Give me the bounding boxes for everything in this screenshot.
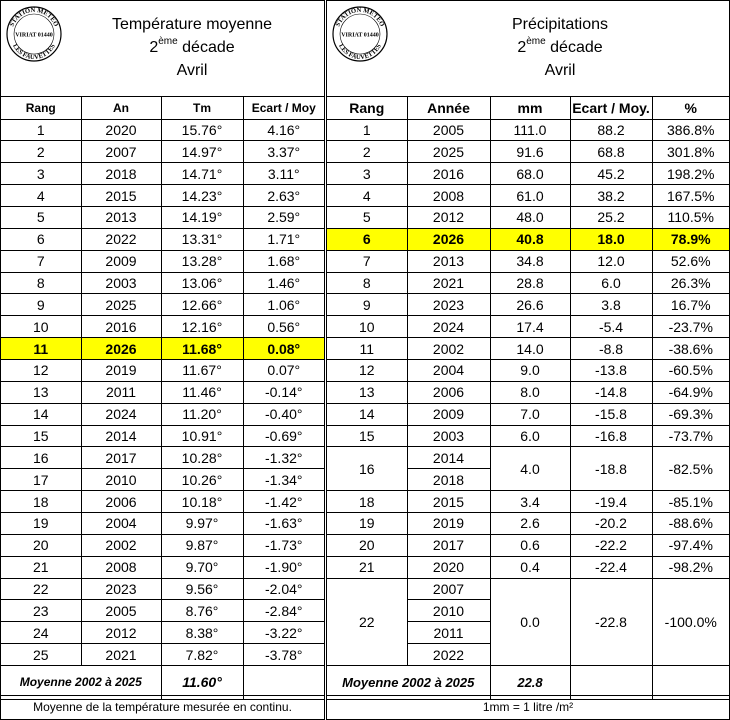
cell-pct: -88.6%	[652, 512, 729, 534]
cell-rang: 14	[1, 403, 81, 425]
cell-tm: 14.19°	[161, 206, 243, 228]
temperature-table-header	[1, 97, 324, 119]
cell-rang: 15	[1, 425, 81, 447]
cell-rang: 6	[327, 228, 407, 250]
svg-text:STATION METEO: STATION METEO	[8, 6, 60, 28]
cell-mm: 61.0	[490, 185, 570, 207]
cell-rang: 5	[327, 206, 407, 228]
cell-ecart: -3.78°	[243, 644, 324, 666]
cell-ecart: -1.73°	[243, 534, 324, 556]
cell-ecart: -19.4	[570, 491, 652, 513]
cell-pct: 110.5%	[652, 206, 729, 228]
average-label: Moyenne 2002 à 2025	[327, 665, 490, 699]
cell-tm: 10.26°	[161, 469, 243, 491]
table-row	[327, 534, 729, 556]
cell-tm: 11.20°	[161, 403, 243, 425]
table-row	[327, 403, 729, 425]
cell-year: 2006	[81, 491, 161, 513]
table-row	[327, 381, 729, 403]
cell-mm: 111.0	[490, 119, 570, 141]
cell-ecart: -2.04°	[243, 578, 324, 600]
cell-ecart: -13.8	[570, 359, 652, 381]
cell-rang: 20	[1, 534, 81, 556]
cell-ecart: 38.2	[570, 185, 652, 207]
cell-tm: 10.28°	[161, 447, 243, 469]
cell-tm: 10.18°	[161, 491, 243, 513]
cell-year: 2023	[81, 578, 161, 600]
cell-ecart: -2.84°	[243, 600, 324, 622]
cell-year: 2016	[407, 163, 490, 185]
table-row	[1, 119, 324, 141]
cell-year: 2020	[407, 556, 490, 578]
precipitation-header	[327, 1, 729, 97]
table-row	[1, 206, 324, 228]
precipitation-table	[327, 97, 729, 700]
cell-mm: 0.4	[490, 556, 570, 578]
temperature-panel	[0, 0, 325, 720]
table-row	[1, 556, 324, 578]
cell-year: 2011	[407, 622, 490, 644]
cell-year: 2010	[81, 469, 161, 491]
cell-mm: 40.8	[490, 228, 570, 250]
cell-mm: 48.0	[490, 206, 570, 228]
col-header-pct: %	[652, 97, 729, 119]
cell-ecart: -0.40°	[243, 403, 324, 425]
cell-ecart: -20.2	[570, 512, 652, 534]
cell-mm: 26.6	[490, 294, 570, 316]
cell-ecart: -22.8	[570, 578, 652, 665]
cell-ecart: 1.68°	[243, 250, 324, 272]
table-row	[1, 644, 324, 666]
precipitation-month: Avril	[544, 62, 576, 79]
cell-ecart: 25.2	[570, 206, 652, 228]
cell-tm: 14.71°	[161, 163, 243, 185]
average-value: 22.8	[490, 665, 570, 699]
cell-year: 2009	[81, 250, 161, 272]
cell-year: 2007	[407, 578, 490, 600]
cell-ecart: -1.63°	[243, 512, 324, 534]
cell-rang: 16	[1, 447, 81, 469]
table-row	[327, 425, 729, 447]
cell-year: 2011	[81, 381, 161, 403]
cell-rang: 19	[1, 512, 81, 534]
temperature-header	[1, 1, 324, 97]
cell-ecart: -22.2	[570, 534, 652, 556]
cell-year: 2014	[407, 447, 490, 469]
cell-ecart: -22.4	[570, 556, 652, 578]
table-row	[327, 316, 729, 338]
cell-year: 2002	[81, 534, 161, 556]
cell-year: 2014	[81, 425, 161, 447]
temperature-table	[1, 97, 324, 700]
table-row	[1, 578, 324, 600]
cell-rang: 21	[1, 556, 81, 578]
cell-rang: 11	[1, 338, 81, 360]
cell-tm: 13.31°	[161, 228, 243, 250]
precipitation-table-header	[327, 97, 729, 119]
cell-year: 2021	[407, 272, 490, 294]
cell-ecart: -1.32°	[243, 447, 324, 469]
cell-year: 2016	[81, 316, 161, 338]
cell-mm: 68.0	[490, 163, 570, 185]
table-row	[1, 250, 324, 272]
cell-tm: 14.23°	[161, 185, 243, 207]
cell-ecart: 1.46°	[243, 272, 324, 294]
precipitation-title-block	[393, 13, 727, 82]
cell-pct: -38.6%	[652, 338, 729, 360]
table-row	[1, 359, 324, 381]
cell-year: 2009	[407, 403, 490, 425]
cell-rang: 12	[327, 359, 407, 381]
cell-ecart: -3.22°	[243, 622, 324, 644]
cell-year: 2024	[407, 316, 490, 338]
cell-pct: -73.7%	[652, 425, 729, 447]
table-row	[327, 228, 729, 250]
cell-rang: 4	[327, 185, 407, 207]
col-header-rang: Rang	[327, 97, 407, 119]
station-stamp-logo	[331, 5, 389, 63]
cell-rang: 17	[1, 469, 81, 491]
cell-pct: 16.7%	[652, 294, 729, 316]
cell-mm: 2.6	[490, 512, 570, 534]
cell-rang: 2	[1, 141, 81, 163]
cell-ecart: -5.4	[570, 316, 652, 338]
svg-text:VIRIAT 01440: VIRIAT 01440	[15, 32, 53, 39]
cell-ecart: -0.69°	[243, 425, 324, 447]
table-row	[1, 381, 324, 403]
cell-ecart: 88.2	[570, 119, 652, 141]
cell-rang: 4	[1, 185, 81, 207]
cell-year: 2024	[81, 403, 161, 425]
cell-rang: 8	[1, 272, 81, 294]
cell-pct: 386.8%	[652, 119, 729, 141]
precipitation-decade: 2ème décade	[517, 36, 603, 56]
cell-mm: 0.6	[490, 534, 570, 556]
cell-tm: 10.91°	[161, 425, 243, 447]
cell-year: 2010	[407, 600, 490, 622]
table-row	[327, 556, 729, 578]
cell-rang: 6	[1, 228, 81, 250]
table-row	[327, 272, 729, 294]
cell-year: 2003	[407, 425, 490, 447]
cell-ecart: -1.90°	[243, 556, 324, 578]
cell-pct: 78.9%	[652, 228, 729, 250]
cell-rang: 7	[1, 250, 81, 272]
cell-mm: 6.0	[490, 425, 570, 447]
cell-mm: 7.0	[490, 403, 570, 425]
cell-tm: 13.28°	[161, 250, 243, 272]
cell-year: 2004	[407, 359, 490, 381]
cell-year: 2018	[81, 163, 161, 185]
cell-rang: 3	[327, 163, 407, 185]
table-row	[327, 294, 729, 316]
cell-rang: 18	[1, 491, 81, 513]
svg-text:VIRIAT 01440: VIRIAT 01440	[341, 32, 379, 39]
cell-rang: 22	[327, 578, 407, 665]
cell-year: 2018	[407, 469, 490, 491]
cell-ecart: 2.63°	[243, 185, 324, 207]
table-row	[1, 425, 324, 447]
cell-rang: 24	[1, 622, 81, 644]
cell-year: 2003	[81, 272, 161, 294]
cell-year: 2025	[407, 141, 490, 163]
cell-ecart: -1.42°	[243, 491, 324, 513]
col-header-year: Année	[407, 97, 490, 119]
cell-pct: 301.8%	[652, 141, 729, 163]
cell-pct: 198.2%	[652, 163, 729, 185]
cell-ecart: 2.59°	[243, 206, 324, 228]
table-row	[327, 163, 729, 185]
svg-text:LES FAUVETTES: LES FAUVETTES	[337, 42, 383, 62]
cell-year: 2019	[407, 512, 490, 534]
cell-ecart: -14.8	[570, 381, 652, 403]
cell-ecart: 3.8	[570, 294, 652, 316]
cell-pct: -23.7%	[652, 316, 729, 338]
cell-rang: 20	[327, 534, 407, 556]
cell-mm: 91.6	[490, 141, 570, 163]
cell-year: 2002	[407, 338, 490, 360]
cell-pct: -85.1%	[652, 491, 729, 513]
cell-year: 2012	[407, 206, 490, 228]
cell-year: 2023	[407, 294, 490, 316]
cell-tm: 11.67°	[161, 359, 243, 381]
cell-rang: 25	[1, 644, 81, 666]
cell-mm: 8.0	[490, 381, 570, 403]
table-row	[1, 491, 324, 513]
cell-ecart: 45.2	[570, 163, 652, 185]
cell-tm: 9.70°	[161, 556, 243, 578]
cell-ecart: 18.0	[570, 228, 652, 250]
cell-pct: 167.5%	[652, 185, 729, 207]
cell-ecart: 3.37°	[243, 141, 324, 163]
cell-mm: 0.0	[490, 578, 570, 665]
table-row	[327, 359, 729, 381]
cell-ecart: -18.8	[570, 447, 652, 491]
table-row	[1, 316, 324, 338]
temperature-decade: 2ème décade	[149, 36, 235, 56]
table-row	[327, 250, 729, 272]
cell-rang: 15	[327, 425, 407, 447]
cell-ecart: 68.8	[570, 141, 652, 163]
cell-rang: 9	[1, 294, 81, 316]
cell-year: 2015	[407, 491, 490, 513]
table-row	[1, 163, 324, 185]
table-row	[327, 141, 729, 163]
cell-tm: 8.76°	[161, 600, 243, 622]
cell-tm: 14.97°	[161, 141, 243, 163]
cell-mm: 17.4	[490, 316, 570, 338]
cell-rang: 13	[327, 381, 407, 403]
cell-rang: 16	[327, 447, 407, 491]
table-row	[1, 294, 324, 316]
cell-pct: -60.5%	[652, 359, 729, 381]
table-row	[1, 534, 324, 556]
cell-rang: 5	[1, 206, 81, 228]
temperature-title: Température moyenne	[111, 16, 273, 33]
cell-year: 2008	[81, 556, 161, 578]
cell-year: 2025	[81, 294, 161, 316]
cell-year: 2026	[407, 228, 490, 250]
table-row	[327, 491, 729, 513]
table-row	[327, 447, 729, 469]
cell-year: 2026	[81, 338, 161, 360]
cell-pct: -97.4%	[652, 534, 729, 556]
cell-rang: 1	[1, 119, 81, 141]
cell-rang: 7	[327, 250, 407, 272]
average-label: Moyenne 2002 à 2025	[1, 665, 161, 699]
cell-rang: 1	[327, 119, 407, 141]
svg-text:STATION METEO: STATION METEO	[334, 6, 386, 28]
cell-pct: -64.9%	[652, 381, 729, 403]
cell-ecart: 1.71°	[243, 228, 324, 250]
cell-pct: -98.2%	[652, 556, 729, 578]
cell-year: 2005	[81, 600, 161, 622]
cell-mm: 3.4	[490, 491, 570, 513]
cell-ecart: 12.0	[570, 250, 652, 272]
cell-tm: 7.82°	[161, 644, 243, 666]
cell-rang: 10	[1, 316, 81, 338]
cell-rang: 8	[327, 272, 407, 294]
cell-year: 2005	[407, 119, 490, 141]
cell-ecart: 0.07°	[243, 359, 324, 381]
cell-rang: 18	[327, 491, 407, 513]
cell-tm: 9.87°	[161, 534, 243, 556]
cell-mm: 14.0	[490, 338, 570, 360]
cell-tm: 9.97°	[161, 512, 243, 534]
cell-year: 2022	[81, 228, 161, 250]
cell-pct: -82.5%	[652, 447, 729, 491]
table-row	[1, 600, 324, 622]
table-row	[1, 185, 324, 207]
cell-rang: 21	[327, 556, 407, 578]
cell-year: 2007	[81, 141, 161, 163]
cell-rang: 14	[327, 403, 407, 425]
table-row	[327, 338, 729, 360]
col-header-ecart: Ecart / Moy.	[570, 97, 652, 119]
cell-ecart: -16.8	[570, 425, 652, 447]
cell-pct: 26.3%	[652, 272, 729, 294]
cell-pct: 52.6%	[652, 250, 729, 272]
cell-year: 2008	[407, 185, 490, 207]
precipitation-title: Précipitations	[511, 16, 609, 33]
temperature-footnote: Moyenne de la température mesurée en continu.	[1, 695, 324, 719]
col-header-rang: Rang	[1, 97, 81, 119]
precipitation-footnote: 1mm = 1 litre /m²	[327, 695, 729, 719]
table-row	[327, 206, 729, 228]
cell-ecart: 1.06°	[243, 294, 324, 316]
cell-year: 2022	[407, 644, 490, 666]
cell-year: 2013	[407, 250, 490, 272]
cell-ecart: -8.8	[570, 338, 652, 360]
cell-mm: 4.0	[490, 447, 570, 491]
cell-tm: 12.66°	[161, 294, 243, 316]
cell-ecart: 6.0	[570, 272, 652, 294]
cell-ecart: 0.08°	[243, 338, 324, 360]
table-row	[1, 447, 324, 469]
col-header-tm: Tm	[161, 97, 243, 119]
cell-year: 2020	[81, 119, 161, 141]
cell-tm: 9.56°	[161, 578, 243, 600]
table-row	[327, 119, 729, 141]
col-header-year: An	[81, 97, 161, 119]
table-row	[327, 512, 729, 534]
cell-rang: 12	[1, 359, 81, 381]
cell-tm: 8.38°	[161, 622, 243, 644]
cell-year: 2004	[81, 512, 161, 534]
cell-year: 2019	[81, 359, 161, 381]
temperature-month: Avril	[176, 62, 208, 79]
cell-tm: 15.76°	[161, 119, 243, 141]
table-row	[327, 185, 729, 207]
cell-rang: 3	[1, 163, 81, 185]
cell-ecart: -1.34°	[243, 469, 324, 491]
table-row	[1, 141, 324, 163]
table-row	[1, 403, 324, 425]
cell-rang: 9	[327, 294, 407, 316]
table-row	[1, 338, 324, 360]
cell-ecart: -15.8	[570, 403, 652, 425]
table-row	[327, 578, 729, 600]
cell-ecart: 0.56°	[243, 316, 324, 338]
cell-pct: -69.3%	[652, 403, 729, 425]
cell-year: 2013	[81, 206, 161, 228]
cell-rang: 13	[1, 381, 81, 403]
cell-rang: 2	[327, 141, 407, 163]
cell-ecart: -0.14°	[243, 381, 324, 403]
cell-rang: 19	[327, 512, 407, 534]
col-header-ecart: Ecart / Moy	[243, 97, 324, 119]
table-row	[1, 512, 324, 534]
cell-year: 2017	[81, 447, 161, 469]
station-stamp-logo	[5, 5, 63, 63]
temperature-title-block	[61, 13, 323, 82]
cell-tm: 12.16°	[161, 316, 243, 338]
cell-year: 2015	[81, 185, 161, 207]
table-row	[1, 272, 324, 294]
cell-tm: 13.06°	[161, 272, 243, 294]
precipitation-panel	[326, 0, 730, 720]
average-value: 11.60°	[161, 665, 243, 699]
cell-year: 2006	[407, 381, 490, 403]
table-row	[1, 228, 324, 250]
col-header-mm: mm	[490, 97, 570, 119]
cell-rang: 23	[1, 600, 81, 622]
cell-rang: 10	[327, 316, 407, 338]
cell-ecart: 4.16°	[243, 119, 324, 141]
cell-tm: 11.68°	[161, 338, 243, 360]
cell-ecart: 3.11°	[243, 163, 324, 185]
cell-mm: 9.0	[490, 359, 570, 381]
cell-pct: -100.0%	[652, 578, 729, 665]
table-row	[1, 469, 324, 491]
cell-rang: 11	[327, 338, 407, 360]
cell-year: 2017	[407, 534, 490, 556]
table-row	[1, 622, 324, 644]
cell-mm: 34.8	[490, 250, 570, 272]
cell-year: 2012	[81, 622, 161, 644]
cell-rang: 22	[1, 578, 81, 600]
cell-tm: 11.46°	[161, 381, 243, 403]
cell-mm: 28.8	[490, 272, 570, 294]
cell-year: 2021	[81, 644, 161, 666]
svg-text:LES FAUVETTES: LES FAUVETTES	[11, 42, 57, 62]
